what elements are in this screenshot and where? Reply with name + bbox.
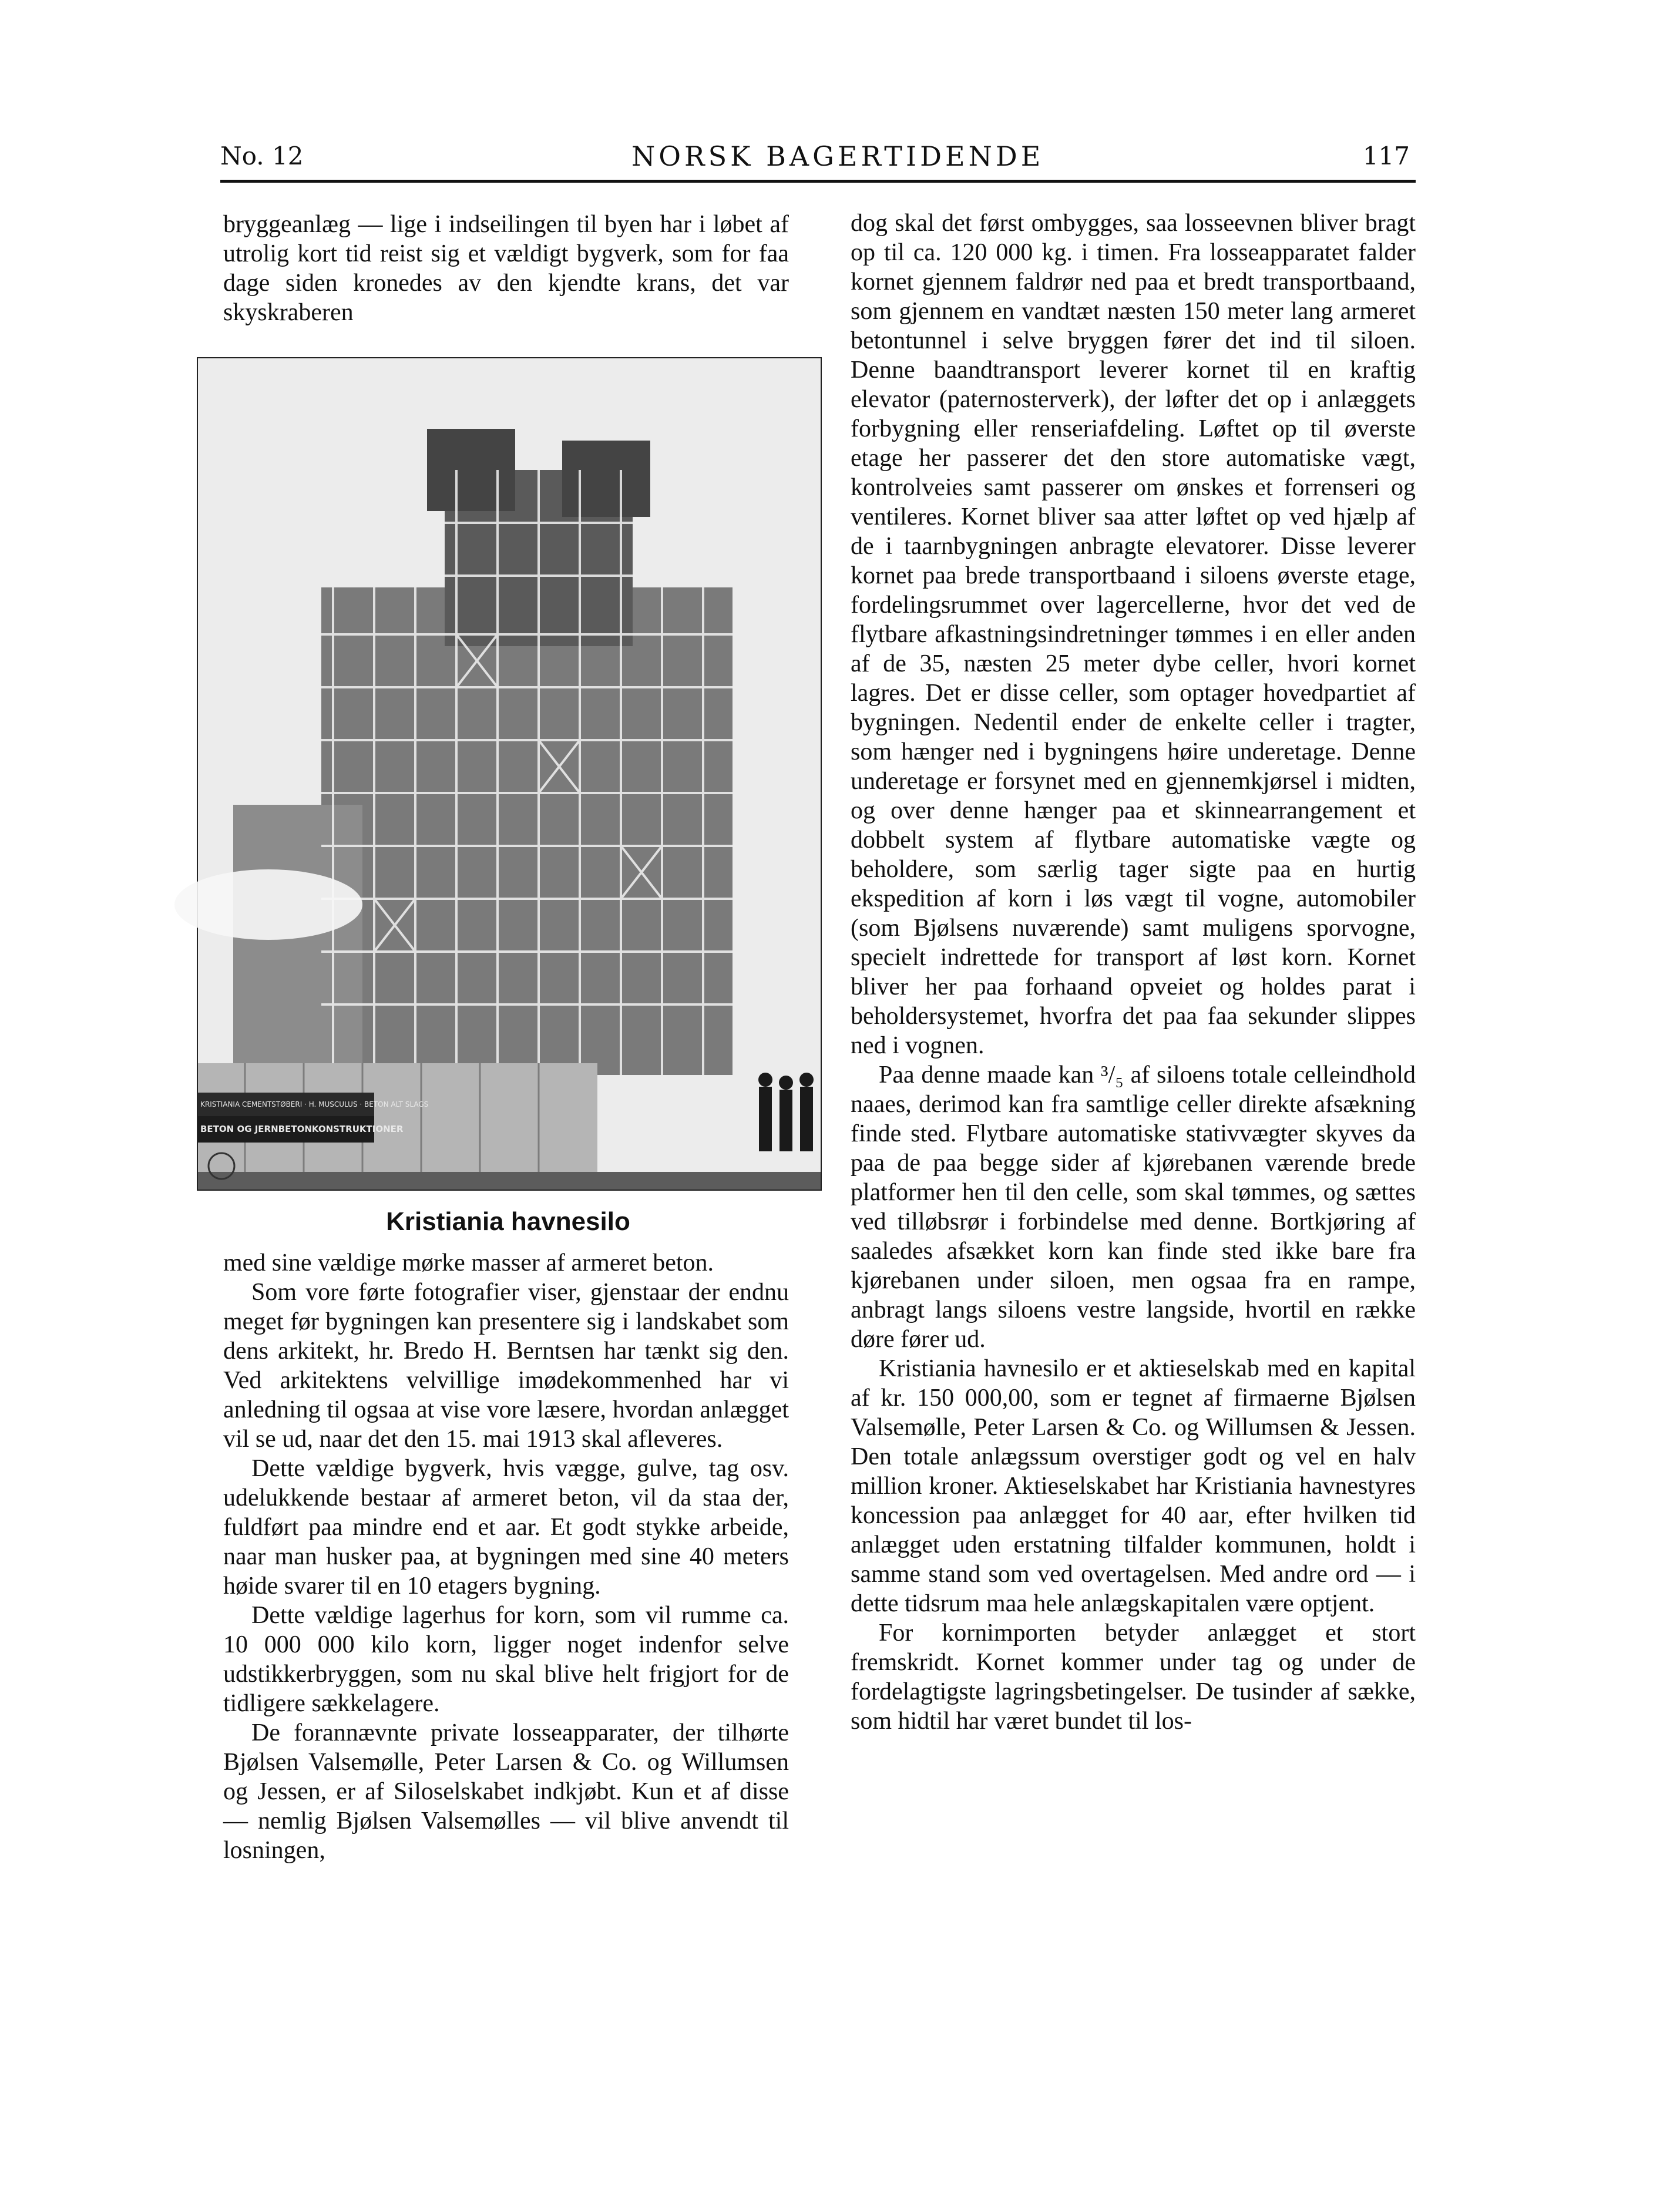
right-column [851,209,1416,1736]
fence-sign-line-1: KRISTIANIA CEMENTSTØBERI · H. MUSCULUS · BETON ALT SLAGS [200,1100,429,1108]
paragraph: Paa denne maade kan ³/₅ af siloens totale celleindhold naaes, derimod kan fra samtlige celler direkte afsækning finde sted. Flytbare automatiske stativvægter skyves da paa de paa begge sider af kjørebanen værende brede platformer hen til den celle, som skal tømmes, og sættes ved tilløbsrør i forbindelse med denne. Bortkjøring af saaledes afsække​t korn kan finde sted ikke bare fra kjørebanen under siloen, men ogsaa fra en rampe, anbragt langs siloens vestre langside, hvortil en række døre fører ud. [851,1061,1416,1353]
paragraph: For kornimporten betyder anlægget et stort fremskridt. Kornet kommer under tag og under de fordelagtigste lagringsbetingelser. De tusinder af sække, som hidtil har været bundet til los- [851,1620,1416,1735]
fence-sign-line-2: BETON OG JERNBETONKONSTRUKTIONER [200,1124,404,1134]
page-header [220,138,1416,179]
silo-construction-illustration [198,358,821,1190]
photo-caption: Kristiania havnesilo [386,1207,630,1236]
issue-number: No. 12 [220,142,304,170]
paragraph: dog skal det først ombygges, saa losseevnen bliver bragt op til ca. 120 000 kg. i timen. Fra losseapparatet falder kornet gjennem faldrør ned paa et bredt transportbaand, som gjennem en vandtæt næsten 150 meter lang armeret betontunnel i selve bryggen fører det ind til siloen. Denne baandtransport leverer kornet til en kraftig elevator (paternosterverk), der løfter det op i anlæggets forbygning eller renseriafdeling. Løftet op til øverste etage her passerer det den store automatiske vægt, kontrolveies samt passerer om ønskes et forrenseri og ventileres. Kornet bliver saa atter løftet op ved hjælp af de i taarnbygningen anbragte elevatorer. Disse leverer kornet paa brede transportbaand i siloens øverste etage, fordelingsrummet over lagercellerne, hvor det ved de flytbare afkastningsindretninger tømmes i en eller anden af de 35, næsten 25 meter dybe celler, hvori kornet lagres. Det er disse celler, som optager hovedpartiet af bygningen. Nedentil ender de enkelte celler i tragter, som hænger ned i bygningens høire underetage. Denne underetage er forsynet med en gjennemkjørsel i midten, og over denne hænger paa et skinnearrangement et dobbelt system af flytbare automatiske vægte og beholdere, som særlig tager sigte paa en hurtig ekspedition af korn i løs vægt til vogne, automobiler (som Bjølsens nuværende) samt muligens sporvogne, specielt indrettede for transport af løst korn. Kornet bliver her paa forhaand opveiet og holdes parat i beholdersystemet, hvorfra det paa faa sekunder slippes ned i vognen. [851,210,1416,1059]
paragraph: Dette vældige bygverk, hvis vægge, gulve, tag osv. udelukkende bestaar af armeret beton, vil da staa der, fuldført paa mindre end et aar. Et godt stykke arbeide, naar man husker paa, at bygningen med sine 40 meters høide svarer til en 10 etagers bygning. [223,1455,789,1600]
header-rule [220,180,1416,183]
paragraph: med sine vældige mørke masser af armeret beton. [223,1249,714,1276]
paragraph: Kristiania havnesilo er et aktieselskab med en kapital af kr. 150 000,00, som er tegnet af firmaerne Bjølsen Valsemølle, Peter Larsen & Co. og Willumsen & Jessen. Den totale anlægssum overstiger godt og vel en halv million kroner. Aktieselskabet har Kristiania havnestyres koncession paa anlægget for 40 aar, efter hvilken tid anlægget uden erstatning tilfalder kommunen, holdt i samme stand som ved overtagelsen. Med andre ord — i dette tidsrum maa hele anlægskapitalen være optjent. [851,1355,1416,1617]
publication-title: NORSK BAGERTIDENDE [631,140,1044,172]
page-number: 117 [1362,142,1410,170]
left-column-top [223,210,789,327]
paragraph: Dette vældige lagerhus for korn, som vil rumme ca. 10 000 000 kilo korn, ligger noget indenfor selve udstikkerbryggen, som nu skal blive helt frigjort for de tidligere sækkelagere. [223,1602,789,1717]
paragraph: bryggeanlæg — lige i indseilingen til byen har i løbet af utrolig kort tid reist sig et vældigt bygverk, som for faa dage siden kronedes av den kjendte krans, det var skyskraberen [223,211,789,326]
paragraph: De forannævnte private losseapparater, der tilhørte Bjølsen Valsemølle, Peter Larsen & Co. og Willumsen og Jessen, er af Siloselskabet indkjøbt. Kun et af disse — nemlig Bjølsen Valsemølles — vil blive anvendt til losningen, [223,1719,789,1864]
silo-photograph [197,357,822,1191]
paragraph: Som vore førte fotografier viser, gjenstaar der endnu meget før bygningen kan presentere sig i landskabet som dens arkitekt, hr. Bredo H. Berntsen har tænkt sig den. Ved arkitektens velvillige imødekommenhed har vi anledning til ogsaa at vise vore læsere, hvordan anlægget vil se ud, naar det den 15. mai 1913 skal afleveres. [223,1279,789,1453]
left-column-bottom [223,1248,789,1865]
